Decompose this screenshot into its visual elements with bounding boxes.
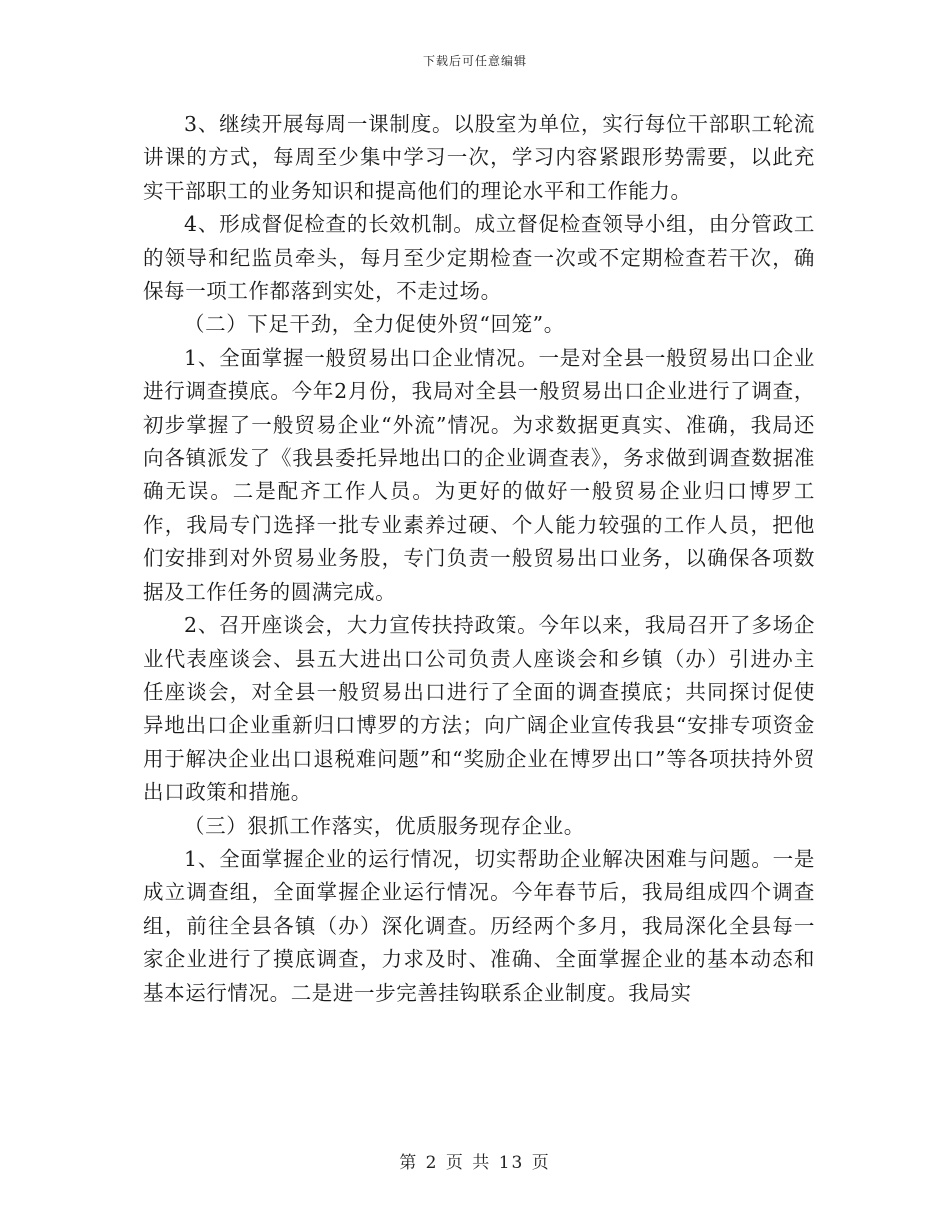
page-number: 第 2 页 共 13 页 bbox=[399, 1153, 551, 1173]
section-heading-2: （二）下足干劲，全力促使外贸“回笼”。 bbox=[184, 312, 565, 337]
paragraph-item-4: 4、形成督促检查的长效机制。成立督促检查领导小组，由分管政工的领导和纪监员牵头，每月至少定期检查一次或不定期检查若干次，确保每一项工作都落到实处，不走过场。 bbox=[143, 212, 815, 304]
section-heading-3: （三）狠抓工作落实，优质服务现存企业。 bbox=[184, 813, 585, 838]
paragraph-section2-item-1: 1、全面掌握一般贸易出口企业情况。一是对全县一般贸易出口企业进行调查摸底。今年2月份，我局对全县一般贸易出口企业进行了调查，初步掌握了一般贸易企业“外流”情况。为求数据更真实、准确，我局还向各镇派发了《我县委托异地出口的企业调查表》，务求做到调查数据准确无误。二是配齐工作人员。为更好的做好一般贸易企业归口博罗工作，我局专门选择一批专业素养过硬、个人能力较强的工作人员，把他们安排到对外贸易业务股，专门负责一般贸易出口业务，以确保各项数据及工作任务的圆满完成。 bbox=[143, 345, 815, 604]
page-header: 下载后可任意编辑 bbox=[422, 54, 527, 68]
document-body bbox=[143, 108, 815, 1010]
paragraph-section3-item-1: 1、全面掌握企业的运行情况，切实帮助企业解决困难与问题。一是成立调查组，全面掌握企业运行情况。今年春节后，我局组成四个调查组，前往全县各镇（办）深化调查。历经两个多月，我局深化全县每一家企业进行了摸底调查，力求及时、准确、全面掌握企业的基本动态和基本运行情况。二是进一步完善挂钩联系企业制度。我局实 bbox=[143, 846, 815, 1005]
paragraph-item-3: 3、继续开展每周一课制度。以股室为单位，实行每位干部职工轮流讲课的方式，每周至少集中学习一次，学习内容紧跟形势需要，以此充实干部职工的业务知识和提高他们的理论水平和工作能力。 bbox=[143, 112, 815, 203]
paragraph-section2-item-2: 2、召开座谈会，大力宣传扶持政策。今年以来，我局召开了多场企业代表座谈会、县五大进出口公司负责人座谈会和乡镇（办）引进办主任座谈会，对全县一般贸易出口进行了全面的调查摸底；共同探讨促使异地出口企业重新归口博罗的方法；向广阔企业宣传我县“安排专项资金用于解决企业出口退税难问题”和“奖励企业在博罗出口”等各项扶持外贸出口政策和措施。 bbox=[143, 613, 815, 805]
